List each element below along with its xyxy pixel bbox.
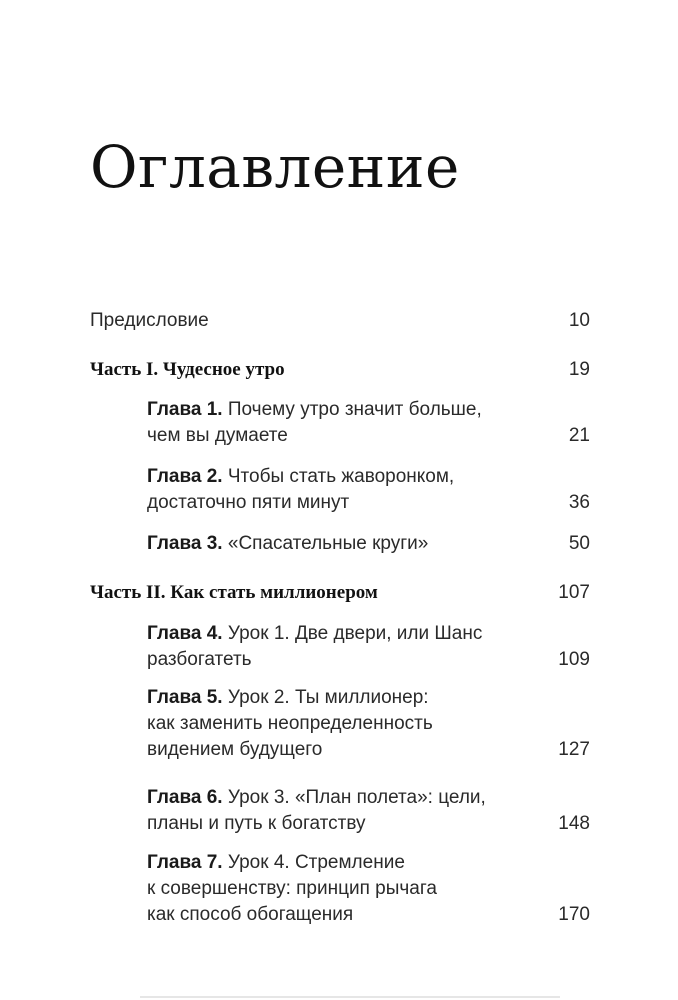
chapter-title-line: разбогатеть: [147, 649, 252, 670]
toc-page-number: 50: [568, 533, 590, 554]
chapter-title-line: чем вы думаете: [147, 425, 288, 446]
toc-page-number: 170: [558, 904, 590, 925]
chapter-label: Глава 7.: [147, 852, 223, 873]
chapter-title-line: Урок 1. Две двери, или Шанс: [222, 623, 483, 644]
toc-entry-chapter-4: [147, 621, 482, 673]
chapter-label: Глава 2.: [147, 466, 223, 487]
toc-page-number: 107: [558, 582, 590, 603]
chapter-title-line: видением будущего: [147, 739, 323, 760]
chapter-title-line: планы и путь к богатству: [147, 813, 366, 834]
toc-entry-title: Предисловие: [90, 310, 209, 331]
toc-entry-chapter-1: [147, 397, 482, 449]
toc-page-number: 10: [568, 310, 590, 331]
toc-entry-part-1: [90, 357, 285, 383]
chapter-title-line: Урок 3. «План полета»: цели,: [222, 787, 486, 808]
toc-page-number: 148: [558, 813, 590, 834]
toc-entry-preface: [90, 308, 209, 334]
toc-entry-chapter-5: [147, 685, 433, 763]
chapter-title-line: Урок 4. Стремление: [222, 852, 405, 873]
toc-page-number: 109: [558, 649, 590, 670]
chapter-label: Глава 4.: [147, 623, 223, 644]
toc-entry-chapter-2: [147, 464, 454, 516]
chapter-title-line: к совершенству: принцип рычага: [147, 878, 437, 899]
chapter-label: Глава 1.: [147, 399, 223, 420]
chapter-title-line: Почему утро значит больше,: [222, 399, 482, 420]
toc-page-number: 127: [558, 739, 590, 760]
toc-page-number: 36: [568, 492, 590, 513]
chapter-title-line: Урок 2. Ты миллионер:: [222, 687, 429, 708]
chapter-title-line: как способ обогащения: [147, 904, 354, 925]
chapter-label: Глава 6.: [147, 787, 223, 808]
toc-part-title: Часть I. Чудесное утро: [90, 359, 285, 380]
chapter-label: Глава 3.: [147, 533, 223, 554]
toc-entry-part-2: [90, 580, 378, 606]
toc-part-title: Часть II. Как стать миллионером: [90, 582, 378, 603]
chapter-title-line: Чтобы стать жаворонком,: [222, 466, 455, 487]
page-title: Оглавление: [90, 133, 460, 201]
toc-entry-chapter-6: [147, 785, 486, 837]
chapter-title-line: как заменить неопределенность: [147, 713, 433, 734]
toc-page-number: 21: [568, 425, 590, 446]
toc-page-number: 19: [568, 359, 590, 380]
chapter-label: Глава 5.: [147, 687, 223, 708]
toc-entry-chapter-7: [147, 850, 437, 928]
toc-entry-chapter-3: [147, 531, 428, 557]
bottom-divider: [140, 996, 560, 998]
chapter-title-line: достаточно пяти минут: [147, 492, 350, 513]
chapter-title-line: «Спасательные круги»: [222, 533, 429, 554]
